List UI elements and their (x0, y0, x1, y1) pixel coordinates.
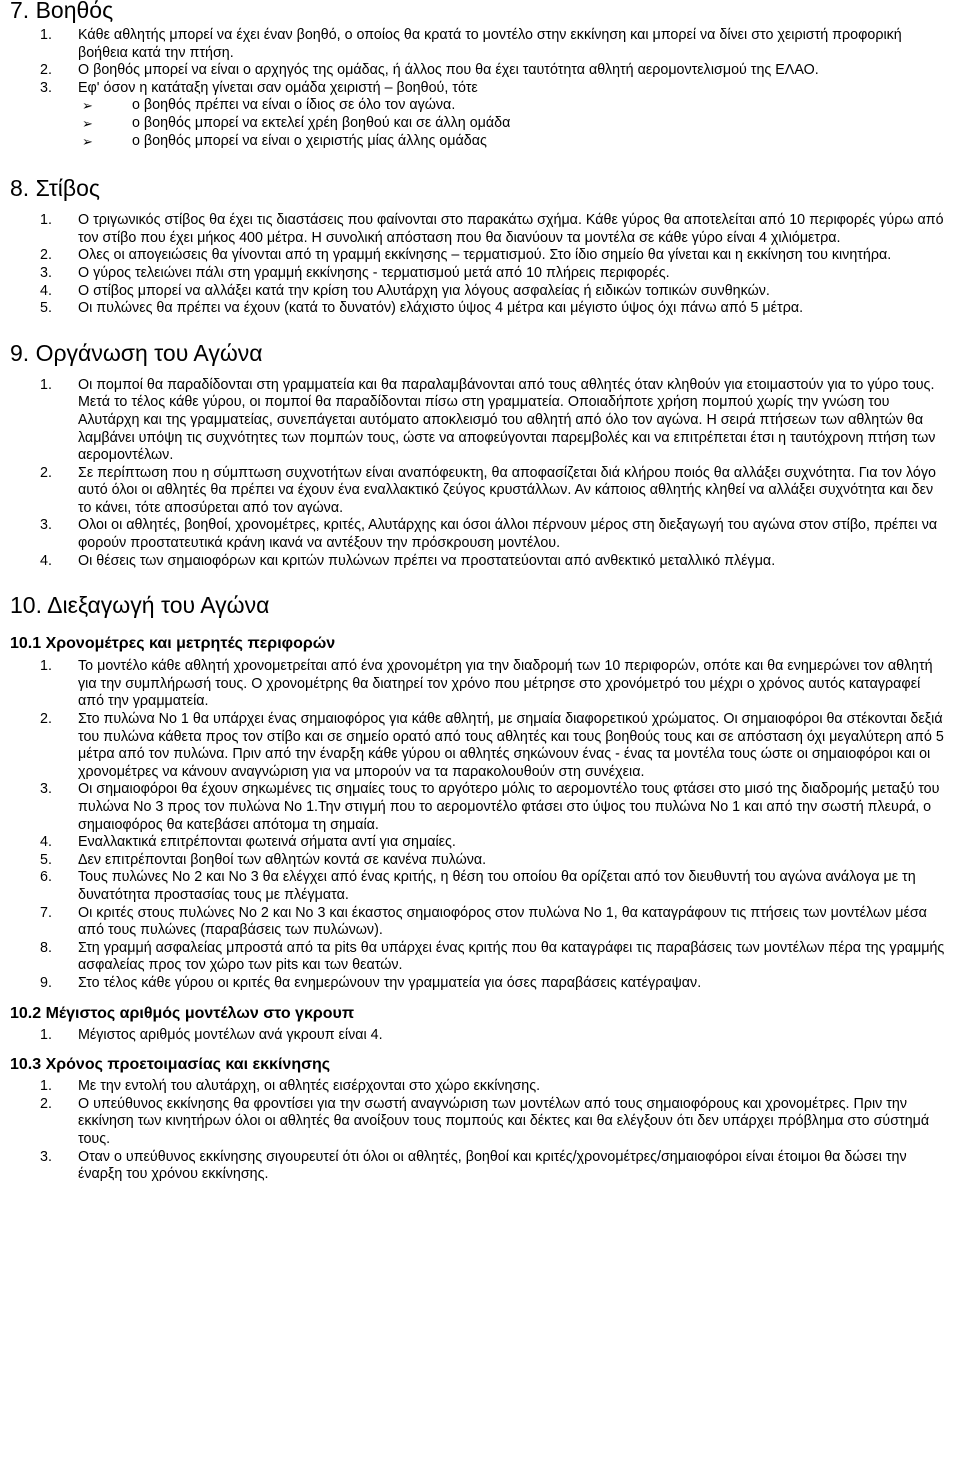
bullet-item: ➢ ο βοηθός μπορεί να είναι ο χειριστής μίας άλλης ομάδας (82, 132, 487, 149)
list-item: 3. Ολοι οι αθλητές, βοηθοί, χρονομέτρες, κριτές, Αλυτάρχης και όσοι άλλοι πέρνουν μέρος στη διεξαγωγή του αγώνα στον στίβο, πρέπει να φορούν προστατευτικά κράνη ικανά να αντέξουν την πρόσκρουση μοντέλου. (40, 517, 938, 552)
subsection-10-2-list (10, 1027, 950, 1045)
list-item: 3. Οι σημαιοφόροι θα έχουν σηκωμένες τις σημαίες τους το αργότερο μόλις το αερομοντέλο τους φτάσει στο μισό της διαδρομής μεταξύ του πυλώνα Νο 3 προς τον πυλώνα Νο 1.Την στιγμή που το αερομοντέλο φτάσει στο ύψος του πυλώνα Νο 1 και από την σωστή πλευρά, ο σημαιοφόρος θα κατεβάσει απότομα τη σημαία. (40, 781, 940, 833)
list-item: 2. Ο βοηθός μπορεί να είναι ο αρχηγός της ομάδας, ή άλλος που θα έχει ταυτότητα αθλητή αερομοντελισμού της ΕΛΑΟ. (40, 62, 819, 79)
subsection-10-3-title: 10.3 Χρόνος προετοιμασίας και εκκίνησης (10, 1056, 331, 1074)
arrow-bullet-icon: ➢ (82, 115, 93, 131)
subsection-10-2-title: 10.2 Μέγιστος αριθμός μοντέλων στο γκρουπ (10, 1004, 355, 1022)
list-item: 3. Εφ' όσον η κατάταξη γίνεται σαν ομάδα χειριστή – βοηθού, τότε (40, 79, 478, 96)
list-item: 6. Τους πυλώνες Νο 2 και Νο 3 θα ελέγχει από ένας κριτής, η θέση του οποίου θα ορίζεται από τον διευθυντή του αγώνα ανάλογα με τη δυνατότητα προστασίας τους με πλέγματα. (40, 869, 916, 903)
list-item: 2. Σε περίπτωση που η σύμπτωση συχνοτήτων είναι αναπόφευκτη, θα αποφασίζεται διά κλήρου ποιός θα αλλάξει συχνότητα. Για τον λόγο αυτό όλοι οι αθλητές θα πρέπει να έχουν ένα εναλλακτικό ζεύγος κρυστάλλων. Αν κάποιος αθλητής κληθεί να αλλάξει συχνότητα και δεν το κάνει, τότε αποσύρεται από τον αγώνα. (40, 464, 936, 516)
subsection-10-1-title: 10.1 Χρονομέτρες και μετρητές περιφορών (10, 635, 336, 653)
list-item: 7. Οι κριτές στους πυλώνες Νο 2 και Νο 3 και έκαστος σημαιοφόρος στον πυλώνα Νο 1, θα καταγράφουν τις πτήσεις των μοντέλων μέσα από τους πυλώνες (παραβάσεις των πυλώνων). (40, 904, 927, 939)
list-item: 2. Στο πυλώνα Νο 1 θα υπάρχει ένας σημαιοφόρος για κάθε αθλητή, με σημαία διαφορετικού χρώματος. Οι σημαιοφόροι θα στέκονται δεξιά του πυλώνα κάθετα προς τον στίβο και σε σημείο ορατό από τους αθλητές και τους βοηθούς τους και σε απόσταση όχι μεγαλύτερη από 5 μέτρα από τον πυλώνα. Πριν από την έναρξη κάθε γύρου οι αθλητές σηκώνουν ένας - ένας τα μοντέλα τους ώστε οι σημαιοφόροι και οι χρονομέτρες να κάνουν αναγνώριση για να μπορούν να τα παρακολουθούν στη συνέχεια. (40, 711, 944, 780)
list-item: 2. Ο υπεύθυνος εκκίνησης θα φροντίσει για την σωστή αναγνώριση των μοντέλων από τους σημαιοφόρους και χρονομέτρες. Πριν την εκκίνηση των κινητήρων όλοι οι αθλητές θα ανοίξουν τους πομπούς και δέκτες και θα ελέγξουν ότι δεν υπάρχει πρόβλημα στο σύστημά τους. (40, 1095, 930, 1147)
section-7-bullets (10, 97, 950, 150)
list-item: 1. Ο τριγωνικός στίβος θα έχει τις διαστάσεις που φαίνονται στο παρακάτω σχήμα. Κάθε γύρος θα αποτελείται από 10 περιφορές γύρω από τον στίβο που έχει μήκος 400 μέτρα. Η συνολική απόσταση που θα διανύουν τα μοντέλα σε κάθε γύρο είναι 4 χιλιόμετρα. (40, 212, 944, 246)
list-item: 2. Ολες οι απογειώσεις θα γίνονται από τη γραμμή εκκίνησης – τερματισμού. Στο ίδιο σημείο θα γίνεται και η εκκίνηση του κινητήρα. (40, 247, 892, 264)
subsection-10-3-list (10, 1078, 950, 1184)
section-7-title: 7. Βοηθός (10, 0, 114, 23)
list-item: 1. Το μοντέλο κάθε αθλητή χρονομετρείται από ένα χρονομέτρη για την διαδρομή των 10 περιφορών, οπότε και θα ενημερώνει τον αθλητή για την συμπλήρωσή τους. Ο χρονομέτρης θα διατηρεί τον χρόνο που μέτρησε στο χρονόμετρό του μέχρι ο χρόνος αυτός καταγραφεί από την γραμματεία. (40, 658, 933, 710)
subsection-10-1-list (10, 658, 950, 992)
list-item: 1. Με την εντολή του αλυτάρχη, οι αθλητές εισέρχονται στο χώρο εκκίνησης. (40, 1078, 541, 1095)
list-item: 4. Ο στίβος μπορεί να αλλάξει κατά την κρίση του Αλυτάρχη για λόγους ασφαλείας ή ειδικών τοπικών συνθηκών. (40, 282, 770, 299)
list-item: 4. Οι θέσεις των σημαιοφόρων και κριτών πυλώνων πρέπει να προστατεύονται από ανθεκτικό μεταλλικό πλέγμα. (40, 552, 776, 569)
list-item: 8. Στη γραμμή ασφαλείας μπροστά από τα pits θα υπάρχει ένας κριτής που θα καταγράφει τις παραβάσεις των μοντέλων πέρα της γραμμής ασφαλείας προς τον χώρο των pits και των θεατών. (40, 939, 945, 974)
bullet-item: ➢ ο βοηθός πρέπει να είναι ο ίδιος σε όλο τον αγώνα. (82, 97, 456, 114)
list-item: 4. Εναλλακτικά επιτρέπονται φωτεινά σήματα αντί για σημαίες. (40, 834, 456, 851)
list-item: 3. Οταν ο υπεύθυνος εκκίνησης σιγουρευτεί ότι όλοι οι αθλητές, βοηθοί και κριτές/χρονομέτρες/σημαιοφόροι είναι έτοιμοι θα δώσει την έναρξη του χρόνου εκκίνησης. (40, 1148, 907, 1183)
arrow-bullet-icon: ➢ (82, 98, 93, 114)
section-10-title: 10. Διεξαγωγή του Αγώνα (10, 592, 270, 619)
arrow-bullet-icon: ➢ (82, 133, 93, 149)
list-item: 1. Κάθε αθλητής μπορεί να έχει έναν βοηθό, ο οποίος θα κρατά το μοντέλο στην εκκίνηση και μπορεί να δίνει στο χειριστή προφορική βοήθεια κατά την πτήση. (40, 27, 902, 61)
list-item: 3. Ο γύρος τελειώνει πάλι στη γραμμή εκκίνησης - τερματισμού μετά από 10 πλήρεις περιφορές. (40, 264, 670, 281)
section-9-list (10, 377, 950, 571)
list-item: 9. Στο τέλος κάθε γύρου οι κριτές θα ενημερώνουν την γραμματεία για όσες παραβάσεις κατέγραψαν. (40, 974, 702, 991)
bullet-item: ➢ ο βοηθός μπορεί να εκτελεί χρέη βοηθού και σε άλλη ομάδα (82, 114, 511, 131)
section-9-title: 9. Οργάνωση του Αγώνα (10, 339, 263, 366)
section-7-list (10, 27, 950, 97)
list-item: 5. Δεν επιτρέπονται βοηθοί των αθλητών κοντά σε κανένα πυλώνα. (40, 851, 487, 868)
section-8-list (10, 212, 950, 318)
list-item: 1. Μέγιστος αριθμός μοντέλων ανά γκρουπ είναι 4. (40, 1026, 383, 1043)
section-8-title: 8. Στίβος (10, 175, 100, 202)
list-item: 5. Οι πυλώνες θα πρέπει να έχουν (κατά το δυνατόν) ελάχιστο ύψος 4 μέτρα και μέγιστο ύψος όχι πάνω από 5 μέτρα. (40, 300, 804, 317)
list-item: 1. Οι πομποί θα παραδίδονται στη γραμματεία και θα παραλαμβάνονται από τους αθλητές όταν κληθούν για ετοιμαστούν για το γύρο τους. Μετά το τέλος κάθε γύρου, οι πομποί θα παραδίδονται πίσω στη γραμματεία. Οποιαδήποτε χρήση πομπού χωρίς την γνώση του Αλυτάρχη και της γραμματείας, συνεπάγεται αυτόματο αποκλεισμό του αθλητή από όλο τον αγώνα. Η σειρά πτήσεων των αθλητών θα λαμβάνει υπόψη τις συχνότητες των πομπών τους, ώστε να αποφεύγονται παρεμβολές και να επιτρέπεται έτσι η ταυτόχρονη πτήση των αερομοντέλων. (40, 376, 936, 464)
